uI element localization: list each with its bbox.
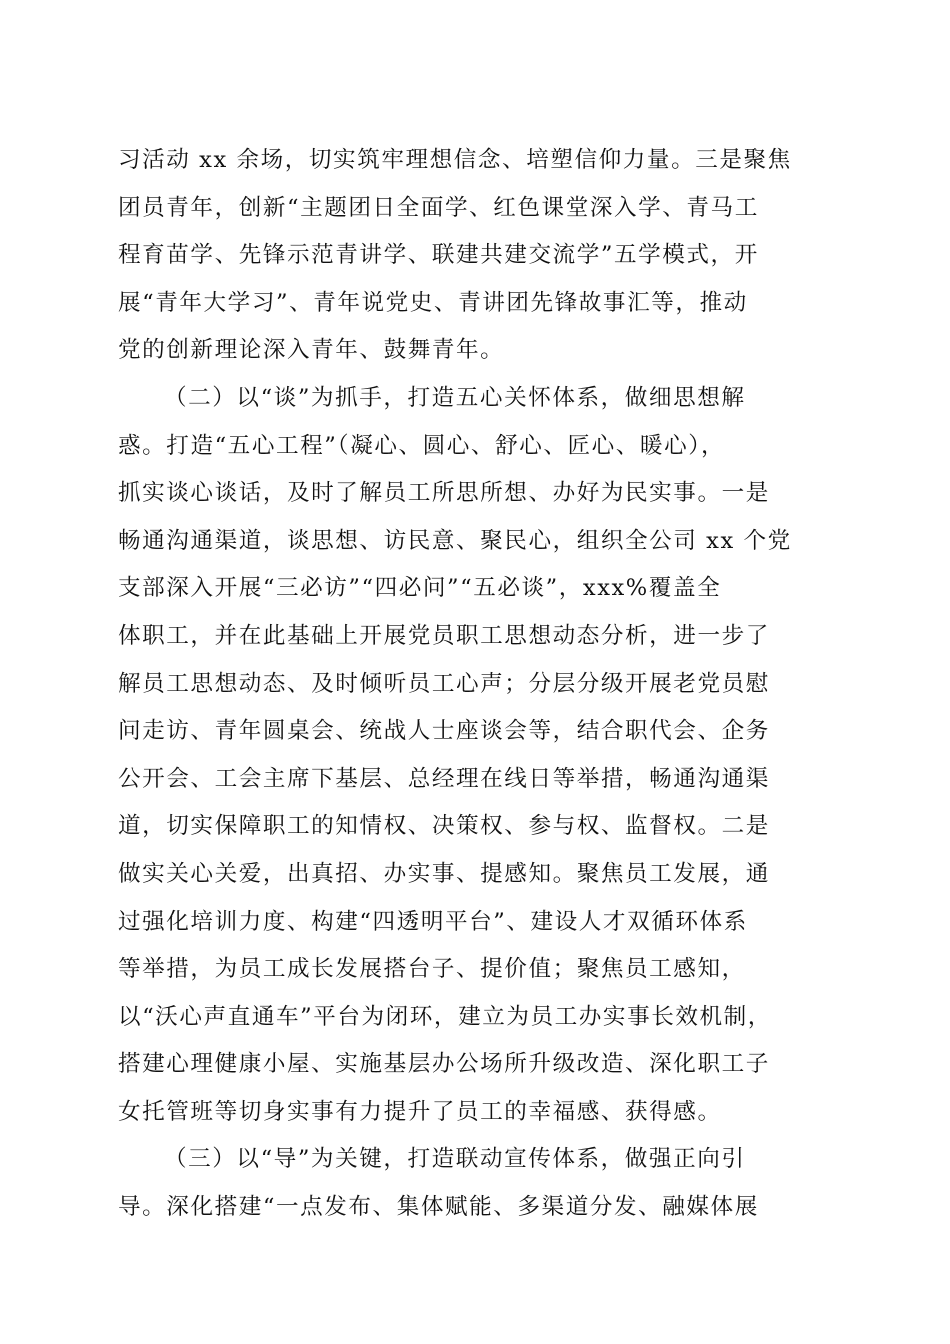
paragraph-line: 公开会、工会主席下基层、总经理在线日等举措，畅通沟通渠: [118, 765, 770, 792]
paragraph-line: 团员青年，创新“主题团日全面学、红色课堂深入学、青马工: [118, 194, 759, 221]
paragraph-line: 搭建心理健康小屋、实施基层办公场所升级改造、深化职工子: [118, 1051, 770, 1078]
section-heading-2: （二）以“谈”为抓手，打造五心关怀体系，做细思想解: [164, 384, 746, 411]
paragraph-line: 做实关心关爱，出真招、办实事、提感知。聚焦员工发展，通: [118, 860, 770, 887]
paragraph-line: 党的创新理论深入青年、鼓舞青年。: [118, 337, 505, 364]
section-heading-3: （三）以“导”为关键，打造联动宣传体系，做强正向引: [164, 1146, 746, 1173]
paragraph-line: 展“青年大学习”、青年说党史、青讲团先锋故事汇等，推动: [118, 289, 748, 316]
paragraph-line: 程育苗学、先锋示范青讲学、联建共建交流学”五学模式，开: [118, 242, 759, 269]
paragraph-line: 畅通沟通渠道，谈思想、访民意、聚民心，组织全公司 xx 个党: [118, 527, 792, 554]
section-heading-2-end: 惑。: [118, 432, 167, 459]
paragraph-line: 解员工思想动态、及时倾听员工心声；分层分级开展老党员慰: [118, 670, 770, 697]
paragraph-line: [118, 423, 832, 471]
document-body: [118, 137, 832, 1232]
paragraph-line: 抓实谈心谈话，及时了解员工所思所想、办好为民实事。一是: [118, 480, 770, 507]
paragraph-line: 问走访、青年圆桌会、统战人士座谈会等，结合职代会、企务: [118, 718, 770, 745]
paragraph-line: 等举措，为员工成长发展搭台子、提价值；聚焦员工感知，: [118, 956, 746, 983]
paragraph-line: [118, 1184, 832, 1232]
paragraph-line: 女托管班等切身实事有力提升了员工的幸福感、获得感。: [118, 1098, 722, 1125]
paragraph-text: 深化搭建“一点发布、集体赋能、多渠道分发、融媒体展: [166, 1194, 759, 1221]
paragraph-line: 体职工，并在此基础上开展党员职工思想动态分析，进一步了: [118, 622, 770, 649]
paragraph-line: 道，切实保障职工的知情权、决策权、参与权、监督权。二是: [118, 813, 770, 840]
section-heading-3-end: 导。: [118, 1194, 167, 1221]
paragraph-line: 支部深入开展“三必访”“四必问”“五必谈”，xxx%覆盖全: [118, 575, 722, 602]
paragraph-line: 过强化培训力度、构建“四透明平台”、建设人才双循环体系: [118, 908, 748, 935]
paragraph-text: 打造“五心工程”（凝心、圆心、舒心、匠心、暖心），: [166, 432, 726, 459]
paragraph-line: 以“沃心声直通车”平台为闭环，建立为员工办实事长效机制，: [118, 1003, 772, 1030]
paragraph-line: 习活动 xx 余场，切实筑牢理想信念、培塑信仰力量。三是聚焦: [118, 147, 792, 173]
